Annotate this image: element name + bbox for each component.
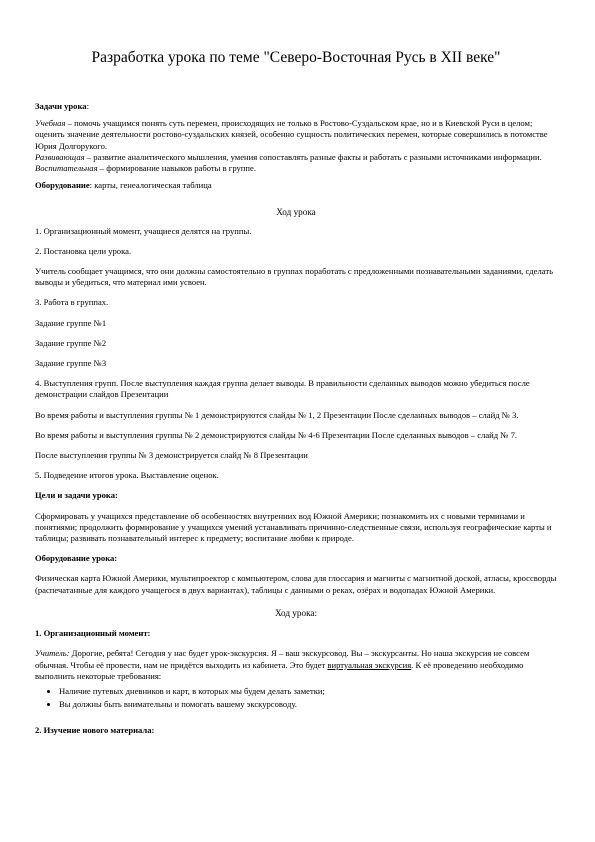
task-educational: Учебная – помочь учащимся понять суть перемен, происходящих не только в Ростово-Суздальском крае, но и в Киевской Руси в целом; оценить значение деятельности ростово-суздальских князей, особенно сущность политических перемен, которые совершились в потомстве Юрия Долгорукого. <box>35 118 548 151</box>
study-heading: 2. Изучение нового материала: <box>35 724 155 735</box>
step-item: 2. Постановка цели урока. <box>35 245 132 256</box>
org-heading: 1. Организационный момент: <box>35 628 151 639</box>
step-item: 1. Организационный момент, учащиеся делятся на группы. <box>35 225 252 236</box>
step-item: Задание группе №3 <box>35 358 107 369</box>
task-label: Развивающая <box>35 151 85 162</box>
course-heading: Ход урока <box>276 207 316 218</box>
virtual-tour-link[interactable]: виртуальная экскурсия <box>327 659 412 670</box>
goals-heading: Цели и задачи урока: <box>35 490 118 501</box>
task-developing: Развивающая – развитие аналитического мышления, умения сопоставлять разные факты и работать с разными источниками информации. <box>35 151 542 162</box>
step-item: 4. Выступления групп. После выступления каждая группа делает выводы. В правильности сделанных выводов можно убедиться после демонстрации слайдов Презентации <box>35 378 530 400</box>
list-item: • Вы должны быть внимательны и помогать вашему экскурсоводу. <box>59 698 557 711</box>
list-item: • Наличие путевых дневников и карт, в которых мы будем делать заметки; <box>59 685 557 698</box>
step-item: 5. Подведение итогов урока. Выставление оценок. <box>35 470 219 481</box>
step-item: После выступления группы № 3 демонстрируется слайд № 8 Презентации <box>35 450 308 461</box>
course2-heading: Ход урока: <box>274 607 318 618</box>
document-title: Разработка урока по теме "Северо-Восточная Русь в XII веке" <box>91 49 501 66</box>
teacher-label: Учитель: <box>35 648 70 659</box>
task-label: Воспитательная <box>35 163 98 174</box>
equipment-line: Оборудование: карты, генеалогическая таблица <box>35 180 212 191</box>
step-item: Задание группе №1 <box>35 317 107 328</box>
step-item: Учитель сообщает учащимся, что они должны самостоятельно в группах поработать с предложенными познавательными заданиями, сделать выводы и убедиться, что материал ими усвоен. <box>35 266 554 288</box>
goals-text: Сформировать у учащихся представление об особенностях внутренних вод Южной Америки; познакомить их с новыми терминами и понятиями; продолжить формирование у учащихся умений устанавливать причинно-следственные связи, используя географические карты и таблицы; развивать познавательный интерес к предмету; воспитание любви к природе. <box>35 510 552 544</box>
step-item: Во время работы и выступления группы № 1 демонстрируются слайды № 1, 2 Презентации После сделанных выводов – слайд № 3. <box>35 409 519 420</box>
teacher-paragraph: Учитель: Дорогие, ребята! Сегодня у нас будет урок-экскурсия. Я – ваш экскурсовод. Вы – экскурсанты. Но наша экскурсия не совсем обычная. Чтобы её провести, нам не придётся выходить из кабинета. Это будет виртуальная экскурсия. К её проведению необходимо выполнить некоторые требования: <box>35 648 530 681</box>
document-page <box>35 48 557 736</box>
step-item: Во время работы и выступления группы № 2 демонстрируются слайды № 4-6 Презентации После сделанных выводов – слайд № 7. <box>35 429 518 440</box>
task-label: Учебная <box>35 118 66 129</box>
tasks-heading: Задачи урока <box>35 101 87 111</box>
equipment-label: Оборудование <box>35 180 90 191</box>
tasks-heading-line: Задачи урока: <box>35 101 89 111</box>
requirements-list <box>35 685 557 711</box>
task-upbringing: Воспитательная – формирование навыков работы в группе. <box>35 163 256 174</box>
equipment2-text: Физическая карта Южной Америки, мультипроектор с компьютером, слова для глоссария и магниты с магнитной доской, атласы, кроссворды (распечатанные для каждого учащегося в двух вариантах), таблицы с данными о реках, озёрах и водопадах Южной Америки. <box>35 573 557 595</box>
step-item: Задание группе №2 <box>35 337 107 348</box>
step-item: 3. Работа в группах. <box>35 297 109 308</box>
equipment2-heading: Оборудование урока: <box>35 553 118 564</box>
